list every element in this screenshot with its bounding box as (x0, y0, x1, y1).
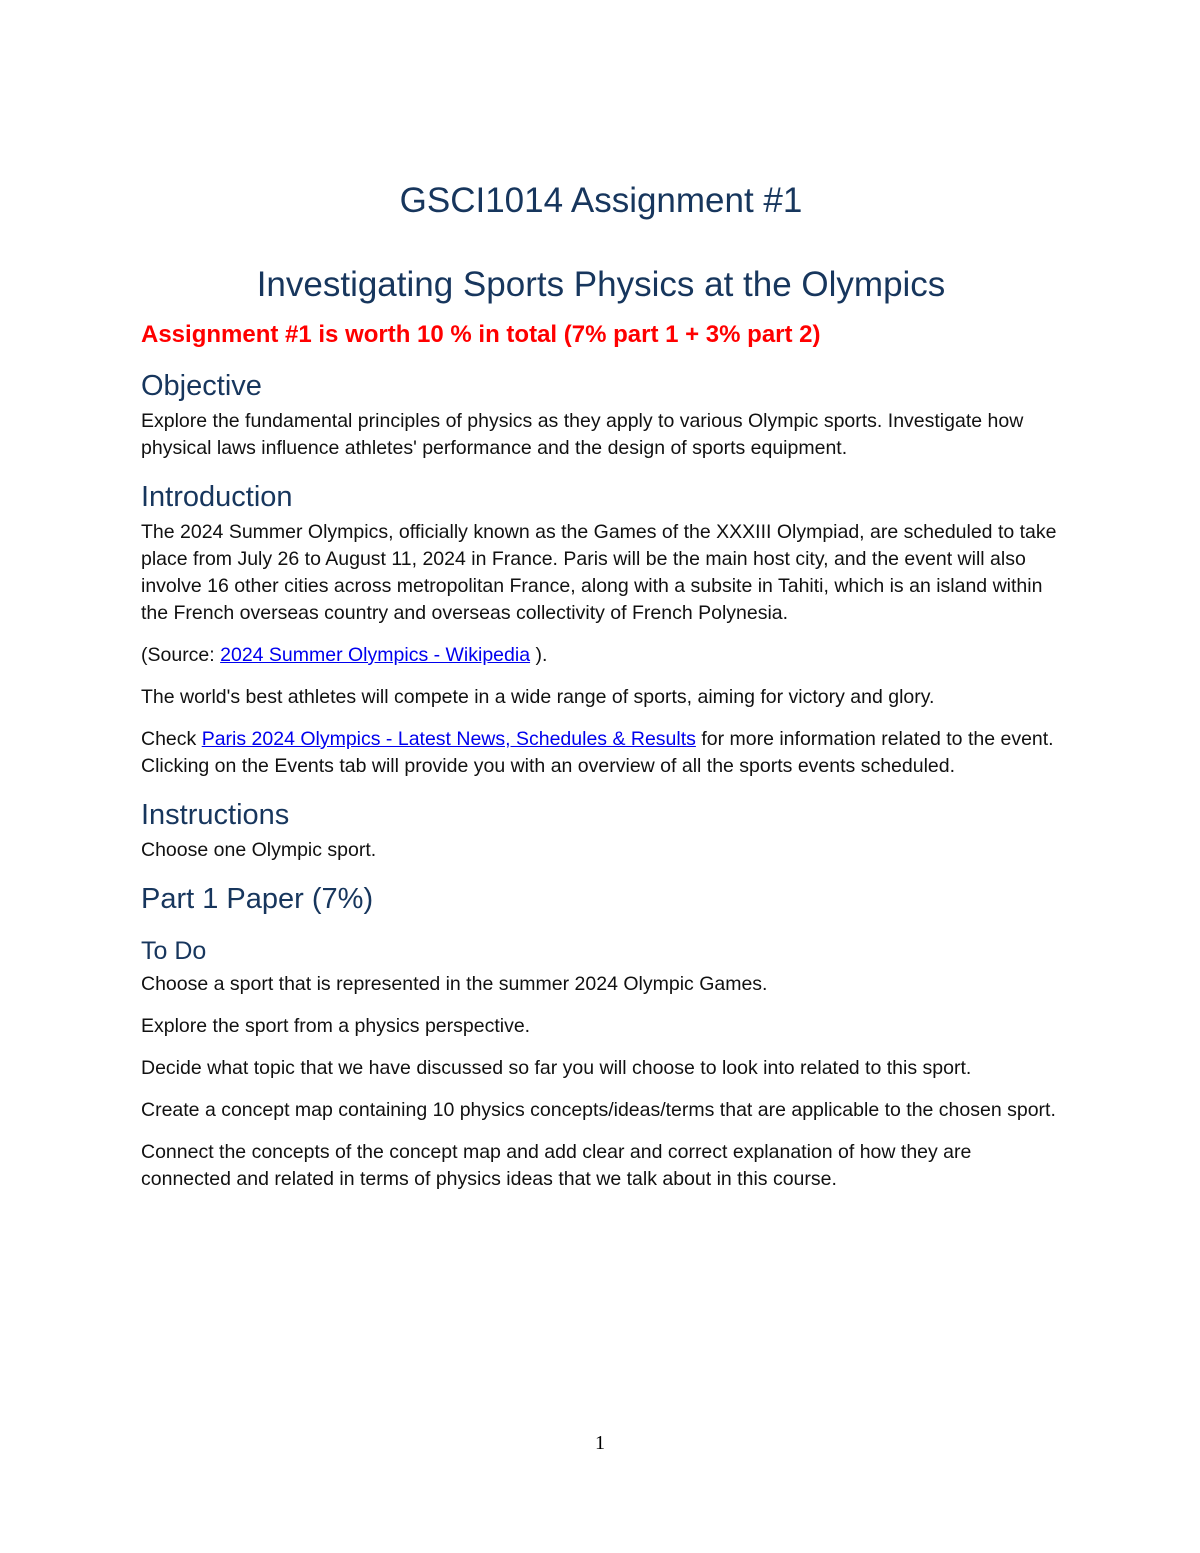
check-suffix: for more information related to the event. Clicking on the Events tab will provide you with an overview of all the sports events scheduled. (141, 728, 1054, 777)
instructions-heading: Instructions (141, 799, 290, 831)
source-prefix: (Source: (141, 644, 221, 666)
source-line (141, 642, 1061, 669)
athletes-paragraph: The world's best athletes will compete in a wide range of sports, aiming for victory and glory. (141, 686, 935, 708)
todo-item: Explore the sport from a physics perspective. (141, 1015, 531, 1037)
wikipedia-link[interactable]: 2024 Summer Olympics - Wikipedia (220, 644, 531, 666)
document-title: GSCI1014 Assignment #1 (399, 181, 803, 220)
part1-heading: Part 1 Paper (7%) (141, 883, 374, 915)
introduction-paragraph: The 2024 Summer Olympics, officially known as the Games of the XXXIII Olympiad, are scheduled to take place from July 26 to August 11, 2024 in France. Paris will be the main host city, and the event will also involve 16 other cities across metropolitan France, along with a subsite in Tahiti, which is an island within the French overseas country and overseas collectivity of French Polynesia. (141, 521, 1057, 624)
document-subtitle: Investigating Sports Physics at the Olympics (256, 265, 946, 304)
objective-text: Explore the fundamental principles of physics as they apply to various Olympic sports. Investigate how physical laws influence athletes' performance and the design of sports equipment. (141, 410, 1024, 459)
todo-heading: To Do (141, 937, 207, 965)
todo-item: Create a concept map containing 10 physics concepts/ideas/terms that are applicable to the chosen sport. (141, 1099, 1056, 1121)
instructions-text: Choose one Olympic sport. (141, 839, 377, 861)
todo-item: Connect the concepts of the concept map and add clear and correct explanation of how they are connected and related in terms of physics ideas that we talk about in this course. (141, 1141, 972, 1190)
grade-weight-note: Assignment #1 is worth 10 % in total (7% part 1 + 3% part 2) (141, 321, 821, 348)
check-prefix: Check (141, 728, 202, 750)
objective-heading: Objective (141, 370, 262, 402)
introduction-heading: Introduction (141, 481, 293, 513)
todo-item: Choose a sport that is represented in the summer 2024 Olympic Games. (141, 973, 768, 995)
source-suffix: ). (530, 644, 548, 666)
todo-item: Decide what topic that we have discussed so far you will choose to look into related to this sport. (141, 1057, 972, 1079)
paris-2024-link[interactable]: Paris 2024 Olympics - Latest News, Schedules & Results (201, 728, 696, 750)
page-number: 1 (595, 1432, 605, 1454)
page-content (141, 176, 1061, 1208)
check-paragraph (141, 726, 1061, 780)
